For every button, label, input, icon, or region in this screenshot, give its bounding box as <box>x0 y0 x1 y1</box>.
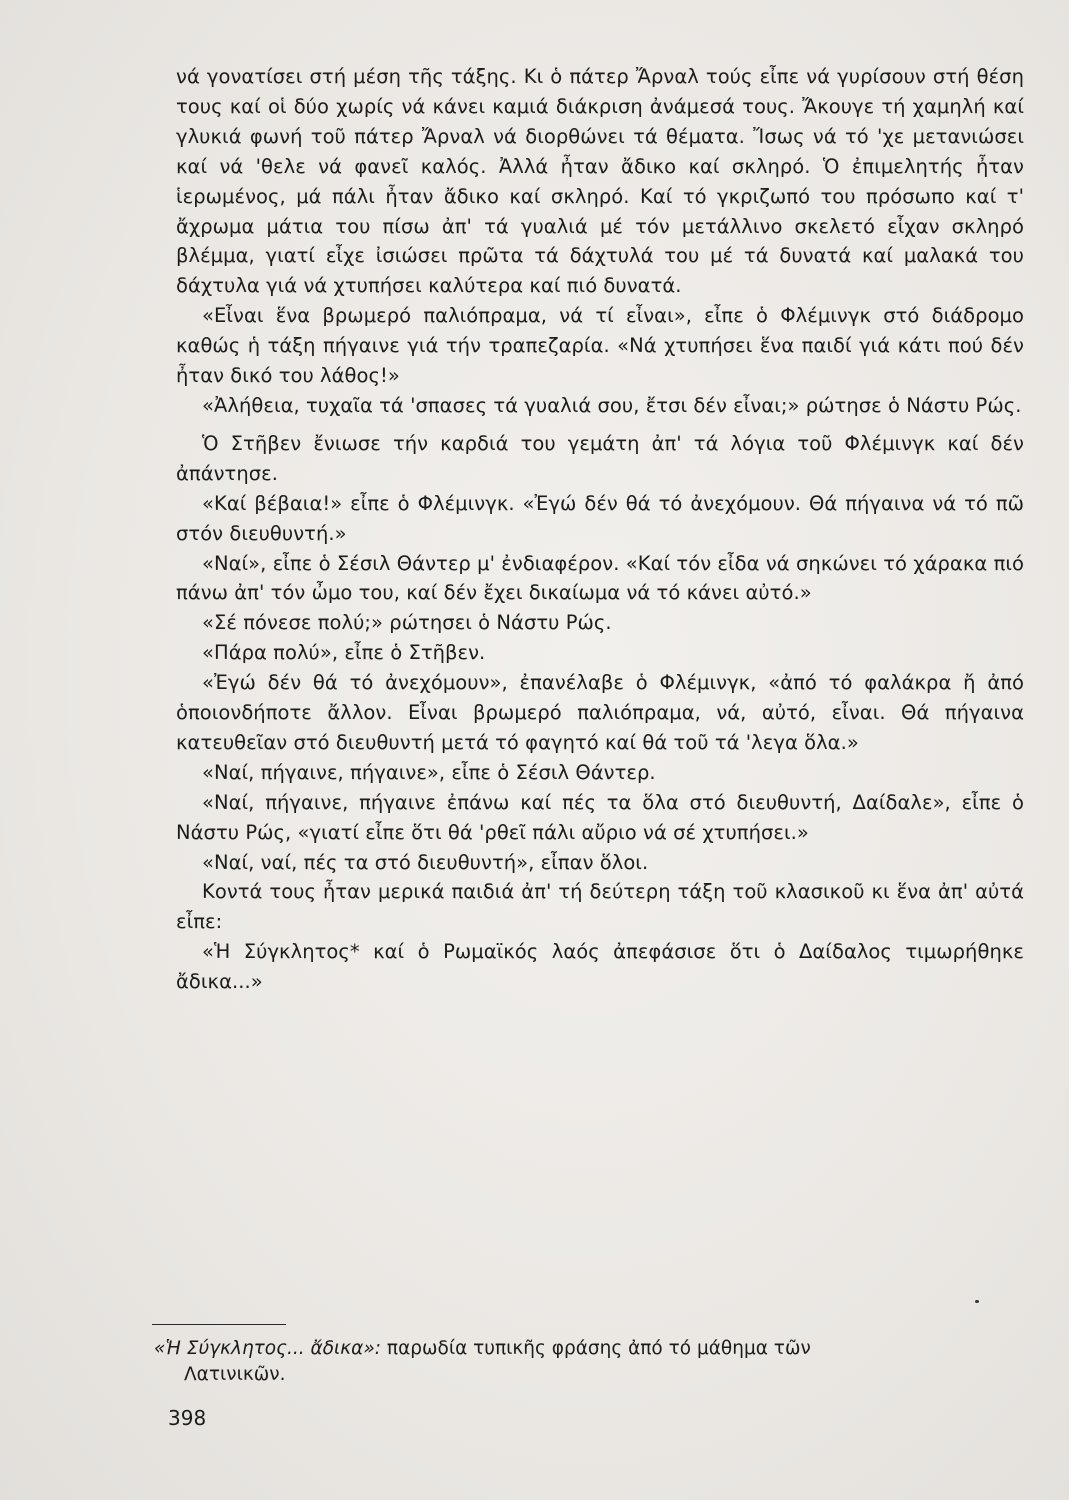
footnote-line-1 <box>154 1336 1024 1362</box>
paragraph-4: Ὁ Στῆβεν ἔνιωσε τήν καρδιά του γεμάτη ἀπ' τά λόγια τοῦ Φλέμινγκ καί δέν ἀπάντησε. <box>176 431 1024 485</box>
ink-speck <box>975 1300 979 1303</box>
paragraph-3: «Ἀλήθεια, τυχαῖα τά 'σπασες τά γυαλιά σου, ἔτσι δέν εἶναι;» ρώτησε ὁ Νάστυ Ρώς. <box>202 393 1022 417</box>
footnote-text: παρωδία τυπικῆς φράσης ἀπό τό μάθημα τῶν <box>381 1338 811 1359</box>
paragraph-10: «Ναί, πήγαινε, πήγαινε», εἶπε ὁ Σέσιλ Θάντερ. <box>202 760 656 784</box>
paragraph-9: «Ἐγώ δέν θά τό ἀνεχόμουν», ἐπανέλαβε ὁ Φλέμινγκ, «ἀπό τό φαλάκρα ἤ ἀπό ὁποιονδήποτε ἄλλον. Εἶναι βρωμερό παλιόπραμα, νά, αὐτό, εἶναι. Θά πήγαινα κατευθεῖαν στό διευθυντή μετά τό φαγητό καί θά τοῦ τά 'λεγα ὅλα.» <box>176 671 1024 754</box>
page-number: 398 <box>168 1406 207 1430</box>
footnote-quote: «Ἡ Σύγκλητος... ἄδικα»: <box>154 1338 382 1359</box>
paragraph-14: «Ἡ Σύγκλητος* καί ὁ Ρωμαϊκός λαός ἀπεφάσισε ὅτι ὁ Δαίδαλος τιμωρήθηκε ἄδικα...» <box>176 940 1024 994</box>
footnote <box>154 1336 1024 1388</box>
body-text <box>176 62 1024 997</box>
footnote-rule <box>152 1324 286 1325</box>
paragraph-12: «Ναί, ναί, πές τα στό διευθυντή», εἶπαν ὅλοι. <box>202 850 649 874</box>
paragraph-2: «Εἶναι ἕνα βρωμερό παλιόπραμα, νά τί εἶναι», εἶπε ὁ Φλέμινγκ στό διάδρομο καθώς ἡ τάξη πήγαινε γιά τήν τραπεζαρία. «Νά χτυπήσει ἕνα παιδί γιά κάτι πού δέν ἦταν δικό του λάθος!» <box>176 304 1024 388</box>
paragraph-1: νά γονατίσει στή μέση τῆς τάξης. Κι ὁ πάτερ Ἄρναλ τούς εἶπε νά γυρίσουν στή θέση τους καί οἱ δύο χωρίς νά κάνει καμιά διάκριση ἀνάμεσά τους. Ἄκουγε τή χαμηλή καί γλυκιά φωνή τοῦ πάτερ Ἄρναλ νά διορθώνει τά θέματα. Ἴσως νά τό 'χε μετανιώσει καί νά 'θελε νά φανεῖ καλός. Ἀλλά ἦταν ἄδικο καί σκληρό. Ὁ ἐπιμελητής ἦταν ἱερωμένος, μά πάλι ἦταν ἄδικο καί σκληρό. Καί τό γκριζωπό του πρόσωπο καί τ' ἄχρωμα μάτια του πίσω ἀπ' τά γυαλιά μέ τόν μετάλλινο σκελετό εἶχαν σκληρό βλέμμα, γιατί εἶχε ἰσιώσει πρῶτα τά δάχτυλά του μέ τά δυνατά καί μαλακά του δάχτυλα γιά νά χτυπήσει καλύτερα καί πιό δυνατά. <box>176 65 1024 298</box>
paragraph-6: «Ναί», εἶπε ὁ Σέσιλ Θάντερ μ' ἐνδιαφέρον. «Καί τόν εἶδα νά σηκώνει τό χάρακα πιό πάνω ἀπ' τόν ὦμο του, καί δέν ἔχει δικαίωμα νά τό κάνει αὐτό.» <box>176 551 1024 605</box>
paragraph-7: «Σέ πόνεσε πολύ;» ρώτησει ὁ Νάστυ Ρώς. <box>202 611 612 635</box>
paragraph-11: «Ναί, πήγαινε, πήγαινε ἐπάνω καί πές τα ὅλα στό διευθυντή, Δαίδαλε», εἶπε ὁ Νάστυ Ρώς, «γιατί εἶπε ὅτι θά 'ρθεῖ πάλι αὔριο νά σέ χτυπήσει.» <box>176 790 1024 844</box>
footnote-line-2: Λατινικῶν. <box>184 1364 286 1385</box>
paragraph-8: «Πάρα πολύ», εἶπε ὁ Στῆβεν. <box>202 641 486 665</box>
paragraph-5: «Καί βέβαια!» εἶπε ὁ Φλέμινγκ. «Ἐγώ δέν θά τό ἀνεχόμουν. Θά πήγαινα νά τό πῶ στόν διευθυντή.» <box>176 491 1024 545</box>
paragraph-13: Κοντά τους ἦταν μερικά παιδιά ἀπ' τή δεύτερη τάξη τοῦ κλασικοῦ κι ἕνα ἀπ' αὐτά εἶπε: <box>176 880 1024 934</box>
